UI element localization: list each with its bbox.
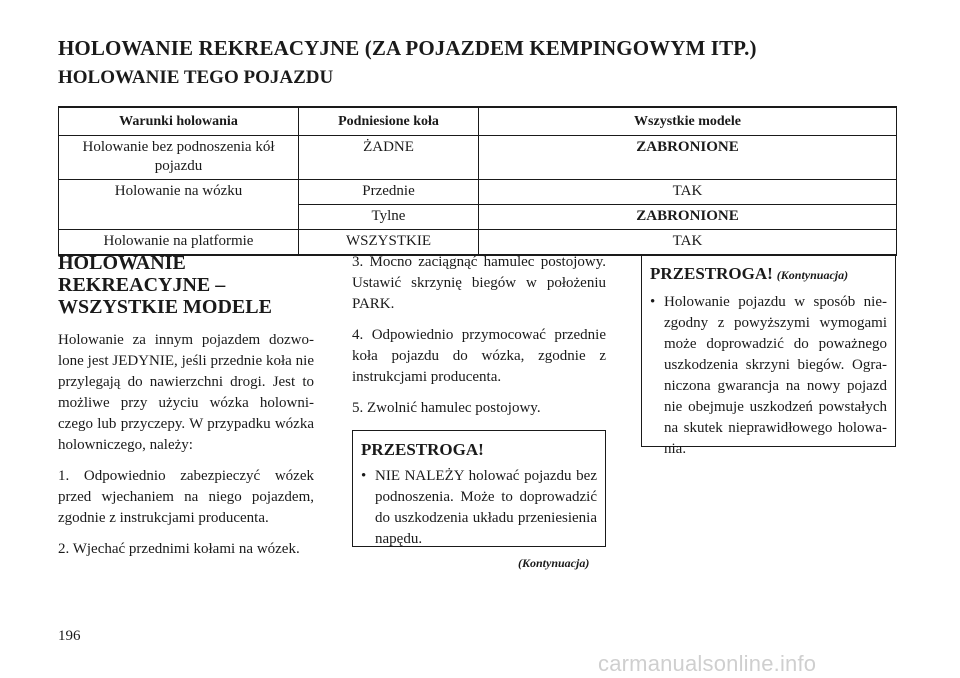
continued-note: (Kontynuacja) (518, 556, 590, 570)
table-row (59, 136, 897, 180)
caution-title-text: PRZESTROGA! (650, 264, 773, 283)
caution-box-continued (641, 254, 896, 457)
table-row (59, 180, 897, 205)
table-header: Podniesione koła (299, 107, 479, 136)
middle-column (352, 252, 606, 429)
table-cell (59, 205, 299, 230)
table-cell: WSZYSTKIE (299, 230, 479, 256)
caution-title: PRZESTROGA! (361, 440, 484, 459)
table-cell: ZABRONIONE (479, 205, 897, 230)
caution-title (650, 263, 887, 286)
continued-tag: (Kontynuacja) (776, 268, 849, 282)
step-item: 2. Wjechać przednimi kołami na wózek. (58, 541, 300, 557)
intro-paragraph: Holowanie za innym pojazdem dozwolone jest JEDYNIE, jeśli przednie koła nie przylegają do nawierzchni drogi. Jest to możliwe przy użyciu wózka holowniczego lub przyczepy. W przypadku wózka holowniczego, należy: (58, 332, 314, 453)
caution-bullet (361, 466, 597, 550)
caution-box (352, 430, 606, 547)
caution-text: NIE NALEŻY holować pojazdu bez podnoszenia. Może to doprowadzić do uszkodzenia układu przeniesienia napędu. (375, 468, 597, 547)
left-column (58, 252, 314, 570)
step-item: 5. Zwolnić hamulec postojowy. (352, 400, 541, 416)
page-title: HOLOWANIE REKREACYJNE (ZA POJAZDEM KEMPINGOWYM ITP.) (58, 36, 757, 60)
table-cell: Holowanie na wózku (59, 180, 299, 205)
step-item: 3. Mocno zaciągnąć hamulec postojowy. Ustawić skrzynię biegów w położeniu PARK. (352, 254, 606, 312)
caution-bullet (650, 292, 887, 460)
step-item: 1. Odpowiednio zabezpieczyć wózek przed wjechaniem na niego pojazdem, zgodnie z instrukcjami producenta. (58, 468, 314, 526)
table-header-row (59, 107, 897, 136)
table-row (59, 205, 897, 230)
table-cell: TAK (479, 180, 897, 205)
section-subtitle: HOLOWANIE TEGO POJAZDU (58, 67, 334, 88)
watermark: carmanualsonline.info (598, 651, 817, 676)
table-cell: ZABRONIONE (479, 136, 897, 180)
section-heading: HOLOWANIE REKREACYJNE – WSZYSTKIE MODELE (58, 252, 272, 318)
table-cell: TAK (479, 230, 897, 256)
table-header: Wszystkie modele (479, 107, 897, 136)
step-item: 4. Odpowiednio przymocować przednie koła pojazdu do wózka, zgodnie z instrukcjami producenta. (352, 327, 606, 385)
table-header: Warunki holowania (59, 107, 299, 136)
bullet-icon: • (650, 294, 656, 310)
table-cell: Tylne (299, 205, 479, 230)
table-cell: Przednie (299, 180, 479, 205)
table-cell: ŻADNE (299, 136, 479, 180)
caution-text: Holowanie pojazdu w sposób niezgodny z powyższymi wymogami może doprowadzić do poważnego uszkodzenia skrzyni biegów. Ograniczona gwarancja na nowy pojazd nie obejmuje uszkodzeń powstałych na skutek nieprawidłowego holowania. (664, 294, 887, 457)
table-cell: Holowanie bez podnoszenia kół pojazdu (59, 136, 299, 180)
page-number: 196 (58, 628, 81, 644)
table-cell: Holowanie na platformie (59, 230, 299, 256)
towing-table (58, 106, 897, 256)
bullet-icon: • (361, 468, 367, 484)
